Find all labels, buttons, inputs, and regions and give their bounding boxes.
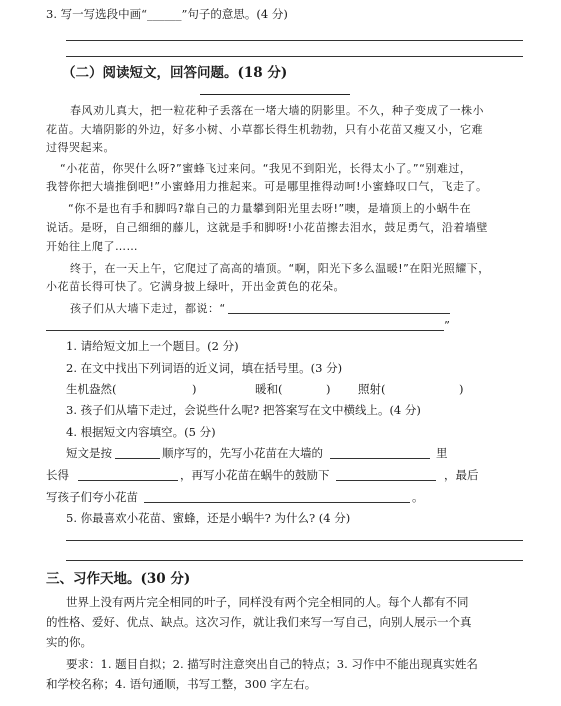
passage-line: 说话。是呀，自己细细的藤儿，这就是手和脚呀!小花苗擦去泪水，鼓足勇气，沿着墙壁 bbox=[46, 221, 488, 234]
question-3: 3. 孩子们从墙下走过，会说些什么呢? 把答案写在文中横线上。(4 分) bbox=[66, 403, 421, 417]
passage-line: 终于，在一天上午，它爬过了高高的墙顶。“啊，阳光下多么温暖!”在阳光照耀下， bbox=[70, 262, 490, 275]
vocab-1: 生机盎然( bbox=[66, 382, 117, 396]
paren-close: ) bbox=[326, 382, 331, 396]
q4-blank[interactable] bbox=[336, 480, 436, 481]
question-1: 1. 请给短文加上一个题目。(2 分) bbox=[66, 339, 239, 353]
closing-quote: ” bbox=[444, 318, 450, 332]
vocab-3: 照射( bbox=[358, 382, 386, 396]
q4-blank[interactable] bbox=[78, 480, 178, 481]
section-3-requirements: 和学校名称；4. 语句通顺，书写工整，300 字左右。 bbox=[46, 677, 317, 691]
paren-close: ) bbox=[459, 382, 464, 396]
q4-blank[interactable] bbox=[330, 458, 430, 459]
question-4: 4. 根据短文内容填空。(5 分) bbox=[66, 425, 216, 439]
q4-blank[interactable] bbox=[115, 458, 160, 459]
q4-text: 长得 bbox=[46, 468, 69, 482]
passage-line: 我替你把大墙推倒吧!”小蜜蜂用力推起来。可是哪里推得动呵!小蜜蜂叹口气，飞走了。 bbox=[46, 180, 488, 193]
passage-line: 过得哭起来。 bbox=[46, 141, 115, 154]
answer-line[interactable] bbox=[66, 40, 523, 41]
passage-line: 小花苗长得可快了。它满身披上绿叶，开出金黄色的花朵。 bbox=[46, 280, 345, 293]
passage-line: 孩子们从大墙下走过，都说：“ bbox=[70, 302, 226, 315]
q4-text: 短文是按 bbox=[66, 446, 112, 460]
passage-line: 花苗。大墙阴影的外边，好多小树、小草都长得生机勃勃，只有小花苗又瘦又小，它难 bbox=[46, 123, 483, 136]
q4-text: 写孩子们夸小花苗 bbox=[46, 490, 138, 504]
passage-line: “你不是也有手和脚吗?靠自己的力量攀到阳光里去呀!”噢，是墙顶上的小蜗牛在 bbox=[68, 202, 472, 215]
section-2-title: （二）阅读短文，回答问题。(18 分) bbox=[62, 65, 288, 81]
q4-text: 里 bbox=[436, 446, 448, 460]
section-3-text: 实的你。 bbox=[46, 635, 92, 649]
quote-blank[interactable] bbox=[46, 330, 444, 331]
section-3-requirements: 要求：1. 题目自拟；2. 描写时注意突出自己的特点；3. 习作中不能出现真实姓名 bbox=[66, 657, 478, 671]
answer-line[interactable] bbox=[66, 56, 523, 57]
q4-text: 顺序写的，先写小花苗在大墙的 bbox=[162, 446, 323, 460]
section-3-text: 的性格、爱好、优点、缺点。这次习作，就让我们来写一写自己，向别人展示一个真 bbox=[46, 615, 472, 629]
question-3-top: 3. 写一写选段中画“______”句子的意思。(4 分) bbox=[46, 7, 288, 21]
question-2: 2. 在文中找出下列词语的近义词，填在括号里。(3 分) bbox=[66, 361, 343, 375]
q4-text: ，最后 bbox=[444, 468, 479, 482]
q4-text: ，再写小花苗在蜗牛的鼓励下 bbox=[180, 468, 330, 482]
quote-blank[interactable] bbox=[228, 313, 450, 314]
section-3-title: 三、习作天地。(30 分) bbox=[46, 571, 191, 587]
passage-line: 春风劝儿真大，把一粒花种子丢落在一堵大墙的阴影里。不久，种子变成了一株小 bbox=[70, 104, 484, 117]
section-3-text: 世界上没有两片完全相同的叶子，同样没有两个完全相同的人。每个人都有不同 bbox=[66, 595, 469, 609]
vocab-2: 暖和( bbox=[255, 382, 283, 396]
answer-line[interactable] bbox=[66, 560, 523, 561]
q4-text: 。 bbox=[412, 490, 424, 504]
paren-close: ) bbox=[192, 382, 197, 396]
passage-line: 开始往上爬了…… bbox=[46, 240, 138, 253]
q4-blank[interactable] bbox=[144, 502, 410, 503]
answer-line[interactable] bbox=[66, 540, 523, 541]
question-5: 5. 你最喜欢小花苗、蜜蜂，还是小蜗牛? 为什么? (4 分) bbox=[66, 511, 351, 525]
passage-line: “小花苗，你哭什么呀?”蜜蜂飞过来问。“我见不到阳光，长得太小了。”“别难过， bbox=[60, 162, 472, 175]
passage-title-line[interactable] bbox=[200, 94, 350, 95]
